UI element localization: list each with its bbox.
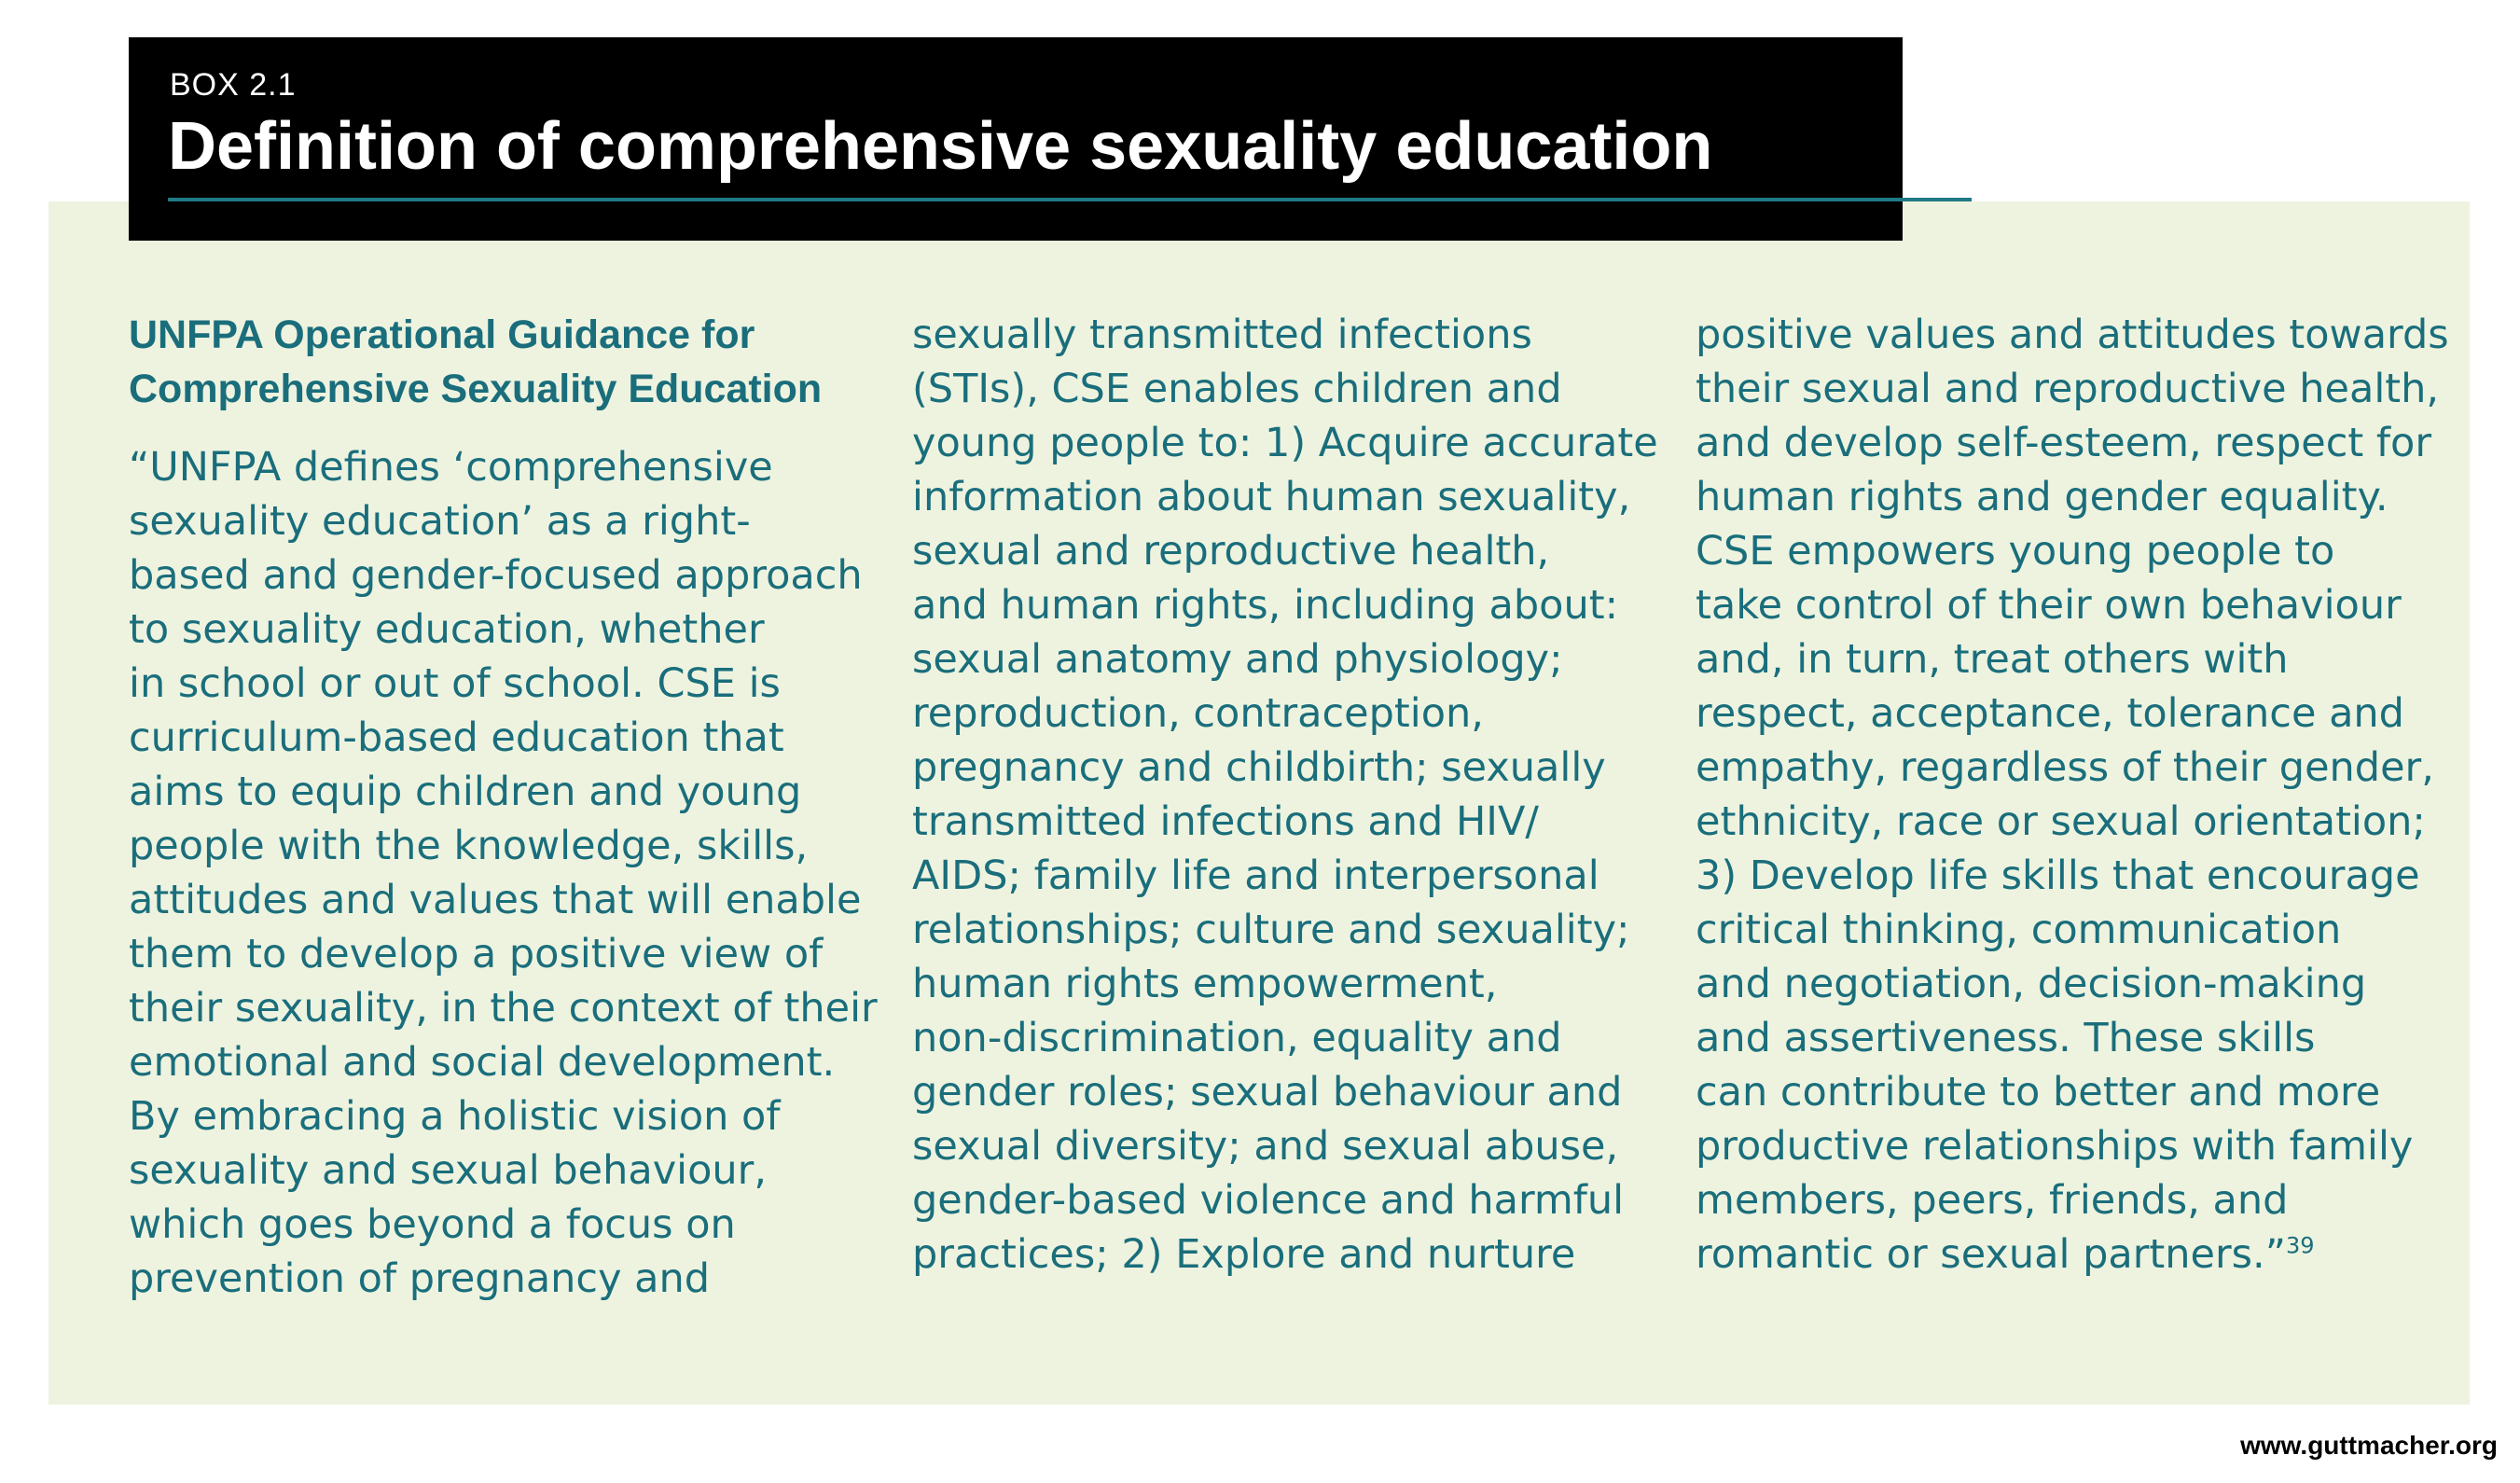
body-text-line: “UNFPA defines ‘comprehensive	[129, 444, 773, 491]
body-text-line: and develop self-esteem, respect for	[1696, 420, 2432, 466]
body-text-line: and negotiation, decision-making	[1696, 961, 2367, 1007]
box-title: Definition of comprehensive sexuality education	[168, 109, 1713, 184]
body-text-line: (STIs), CSE enables children and	[912, 366, 1562, 412]
body-text-line: empathy, regardless of their gender,	[1696, 744, 2434, 791]
body-text-line: to sexuality education, whether	[129, 606, 765, 653]
body-text-line: prevention of pregnancy and	[129, 1255, 711, 1302]
body-text-line: based and gender-focused approach	[129, 552, 863, 599]
body-text-line: them to develop a positive view of	[129, 931, 824, 977]
body-text-line: and assertiveness. These skills	[1696, 1015, 2316, 1061]
website-url: www.guttmacher.org	[2240, 1431, 2498, 1460]
body-text-line: transmitted infections and HIV/	[912, 798, 1539, 845]
body-text-line: human rights and gender equality.	[1696, 474, 2388, 520]
body-text-line: aims to equip children and young	[129, 769, 802, 815]
body-text-line: young people to: 1) Acquire accurate	[912, 420, 1658, 466]
body-text-line: romantic or sexual partners.”	[1696, 1231, 2286, 1278]
body-text-line: CSE empowers young people to	[1696, 528, 2335, 575]
body-text-line: people with the knowledge, skills,	[129, 823, 809, 869]
title-underline	[168, 198, 1972, 201]
body-text-line: sexual anatomy and physiology;	[912, 636, 1563, 683]
body-text-line: productive relationships with family	[1696, 1123, 2414, 1170]
body-text-line: reproduction, contraception,	[912, 690, 1484, 737]
column-2-body	[912, 308, 1658, 1282]
body-text-line: 3) Develop life skills that encourage	[1696, 852, 2420, 899]
body-text-line: their sexual and reproductive health,	[1696, 366, 2440, 412]
body-text-line: sexual and reproductive health,	[912, 528, 1550, 575]
body-text-line: positive values and attitudes towards	[1696, 312, 2449, 358]
body-text-line: their sexuality, in the context of their	[129, 985, 878, 1032]
body-text-line: gender-based violence and harmful	[912, 1177, 1625, 1224]
box-label: BOX 2.1	[170, 67, 297, 103]
body-text-line: sexuality education’ as a right-	[129, 498, 751, 545]
column-1-body	[129, 440, 878, 1306]
section-heading-line: UNFPA Operational Guidance for	[129, 312, 755, 357]
body-text-line: take control of their own behaviour	[1696, 582, 2402, 629]
body-text-line: non-discrimination, equality and	[912, 1015, 1562, 1061]
footnote-reference: 39	[2286, 1232, 2315, 1259]
body-text-line: pregnancy and childbirth; sexually	[912, 744, 1606, 791]
section-heading-line: Comprehensive Sexuality Education	[129, 367, 823, 411]
body-text-line: members, peers, friends, and	[1696, 1177, 2289, 1224]
body-text-line: and, in turn, treat others with	[1696, 636, 2289, 683]
body-text-line: human rights empowerment,	[912, 961, 1498, 1007]
body-text-line: critical thinking, communication	[1696, 907, 2342, 953]
last-line-wrapper	[1696, 1227, 2442, 1282]
body-text-line: and human rights, including about:	[912, 582, 1619, 629]
body-text-line: sexuality and sexual behaviour,	[129, 1147, 768, 1194]
body-text-line: sexual diversity; and sexual abuse,	[912, 1123, 1619, 1170]
body-text-line: ethnicity, race or sexual orientation;	[1696, 798, 2426, 845]
body-text-line: curriculum-based education that	[129, 714, 784, 761]
body-text-line: emotional and social development.	[129, 1039, 836, 1086]
body-text-line: By embracing a holistic vision of	[129, 1093, 781, 1140]
body-text-line: sexually transmitted infections	[912, 312, 1532, 358]
body-text-line: can contribute to better and more	[1696, 1069, 2381, 1116]
body-text-line: information about human sexuality,	[912, 474, 1631, 520]
body-text-line: AIDS; family life and interpersonal	[912, 852, 1599, 899]
column-3-body	[1696, 308, 2449, 1282]
column-3	[1696, 308, 2449, 1282]
body-text-line: which goes beyond a focus on	[129, 1201, 736, 1248]
column-2	[912, 308, 1658, 1282]
body-text-line: practices; 2) Explore and nurture	[912, 1231, 1576, 1278]
box-title-bar	[129, 37, 1903, 241]
body-text-line: attitudes and values that will enable	[129, 877, 862, 923]
column-1	[129, 308, 878, 1306]
body-text-line: respect, acceptance, tolerance and	[1696, 690, 2404, 737]
body-text-line: gender roles; sexual behaviour and	[912, 1069, 1623, 1116]
body-text-line: relationships; culture and sexuality;	[912, 907, 1630, 953]
body-text-line: in school or out of school. CSE is	[129, 660, 781, 707]
